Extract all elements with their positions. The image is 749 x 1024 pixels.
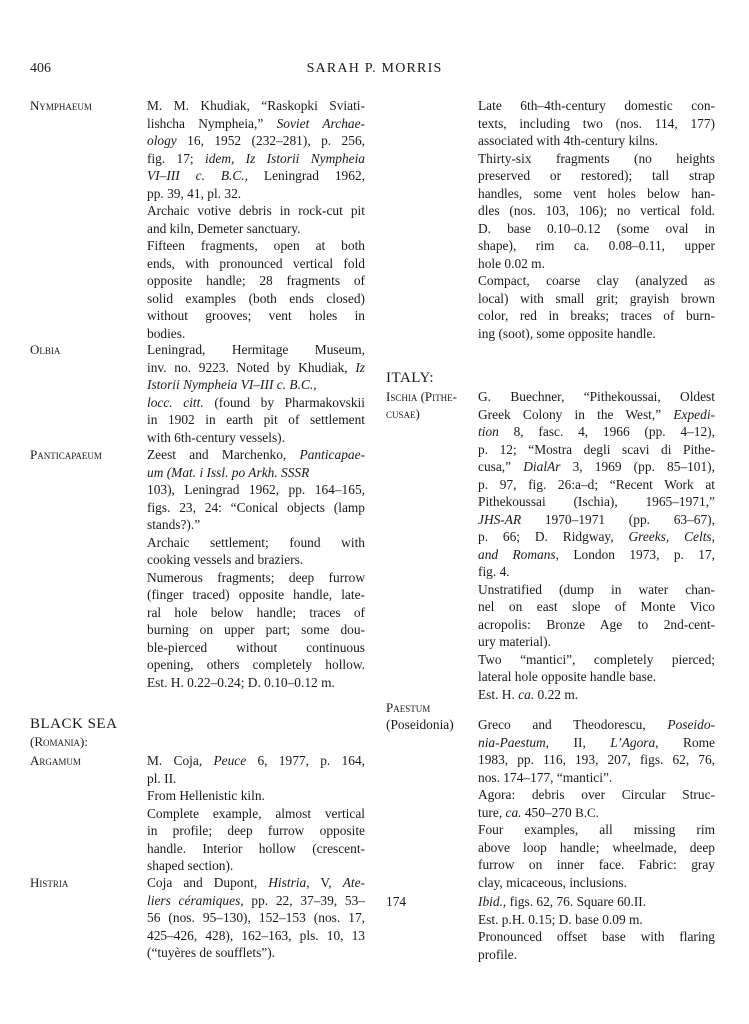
context-line: Archaic settlement; found with — [147, 534, 365, 550]
description-line: D. base 0.10–0.12 (some oval in — [478, 220, 715, 236]
catalogue-entry-number: 174 — [386, 894, 407, 909]
ref-line: Greek Colony in the West,” Expedi- — [478, 406, 715, 422]
ref-line: inv. no. 9223. Noted by Khudiak, Iz — [147, 359, 365, 375]
ref-line: um (Mat. i Issl. po Arkh. SSSR — [147, 464, 310, 480]
ref-line: and Romans, London 1973, p. 17, — [478, 546, 715, 562]
description-line: Est. H. 0.22–0.24; D. 0.10–0.12 m. — [147, 674, 335, 690]
site-label-pithecusae: cusae) — [386, 406, 420, 421]
description-line: furrow on inner face. Fabric: gray — [478, 857, 715, 872]
ref-line: locc. citt. (found by Pharmakovskii — [147, 394, 365, 410]
continued-entry — [478, 97, 715, 342]
ref-line: fig. 4. — [478, 564, 510, 579]
clay-line: ing (soot), some opposite handle. — [478, 325, 656, 341]
context-line: ture, ca. 450–270 B.C. — [478, 804, 599, 820]
catalogue-entry-174 — [478, 893, 715, 963]
region-subheading-romania: (Romania): — [30, 734, 88, 749]
description-line: without grooves; vent holes in — [147, 308, 365, 323]
description-line: in profile; deep furrow opposite — [147, 823, 365, 838]
context-line: and kiln, Demeter sanctuary. — [147, 220, 301, 236]
context-line: associated with 4th-century kilns. — [478, 133, 658, 148]
ref-line: M. M. Khudiak, “Raskopki Sviati- — [147, 98, 365, 113]
entry-line: Est. p.H. 0.15; D. base 0.09 m. — [478, 911, 643, 927]
description-line: opening, others completely hollow. — [147, 657, 365, 672]
ischia-entry — [478, 388, 715, 703]
ref-line: fig. 17; idem, Iz Istorii Nympheia — [147, 150, 365, 166]
entry-line: profile. — [478, 946, 518, 962]
description-line: preserved or restored); tall strap — [478, 168, 715, 183]
ref-line: 1983, pp. 116, 193, 207, figs. 62, 76, — [478, 752, 715, 767]
clay-line: Compact, coarse clay (analyzed as — [478, 273, 715, 288]
description-line: handle. Interior hollow (crescent- — [147, 840, 365, 856]
ref-line: tion 8, fasc. 4, 1966 (pp. 4–12), — [478, 424, 715, 439]
description-line: shaped section). — [147, 858, 234, 873]
clay-line: local) with small grit; grayish brown — [478, 290, 715, 306]
ref-line: in 1902 in earth pit of settlement — [147, 412, 365, 427]
running-head: SARAH P. MORRIS — [306, 61, 443, 76]
site-label-histria: Histria — [30, 875, 69, 890]
context-line: Unstratified (dump in water chan- — [478, 581, 715, 597]
description-line: Two “mantici”, completely pierced; — [478, 651, 715, 667]
ref-line: Greco and Theodorescu, Poseido- — [478, 717, 715, 732]
ref-line: (“tuyères de soufflets”). — [147, 945, 276, 960]
description-line: Complete example, almost vertical — [147, 805, 365, 821]
description-line: above loop handle; wheelmade, deep — [478, 839, 715, 855]
clay-line: color, red in breaks; traces of burn- — [478, 308, 715, 323]
description-line: ral hole below handle; traces of — [147, 604, 365, 620]
description-line: dles (nos. 103, 106); no vertical fold. — [478, 203, 715, 218]
region-heading-italy: ITALY: — [386, 370, 435, 386]
ref-line: Leningrad, Hermitage Museum, — [147, 342, 365, 357]
context-line: From Hellenistic kiln. — [147, 788, 265, 803]
description-line: ble-pierced without continuous — [147, 639, 365, 655]
ref-line: liers céramiques, pp. 22, 37–39, 53– — [147, 892, 365, 908]
nymphaeum-entry — [147, 97, 365, 342]
context-line: Late 6th–4th-century domestic con- — [478, 98, 715, 113]
ref-line: stands?).” — [147, 517, 201, 532]
ref-line: Zeest and Marchenko, Panticapae- — [147, 447, 365, 462]
context-line: texts, including two (nos. 114, 177) — [478, 115, 715, 131]
site-label-nymphaeum: Nymphaeum — [30, 98, 92, 113]
ref-line: nia-Paestum, II, L’Agora, Rome — [478, 734, 715, 750]
site-label-poseidonia: (Poseidonia) — [386, 717, 454, 732]
description-line: Est. H. ca. 0.22 m. — [478, 686, 579, 702]
ref-line: pp. 39, 41, pl. 32. — [147, 185, 242, 201]
description-line: opposite handle; 28 fragments of — [147, 273, 365, 288]
site-label-olbia: Olbia — [30, 342, 61, 357]
ref-line: lishcha Nympheia,” Soviet Archae- — [147, 115, 365, 131]
site-label-argamum: Argamum — [30, 753, 81, 768]
ref-line: ology 16, 1952 (232–281), p. 256, — [147, 133, 365, 148]
ref-line: p. 66; D. Ridgway, Greeks, Celts, — [478, 529, 715, 544]
panticapaeum-entry — [147, 446, 365, 691]
context-line: ury material). — [478, 634, 551, 649]
ref-line: p. 12; “Mostra degli scavi di Pithe- — [478, 441, 715, 457]
ref-line: 425–426, 428), 162–163, pls. 10, 13 — [147, 927, 365, 943]
description-line: shape), rim ca. 0.08–0.11, upper — [478, 238, 715, 253]
context-line: cooking vessels and braziers. — [147, 552, 304, 567]
description-line: (finger traced) opposite handle, late- — [147, 587, 365, 602]
description-line: Numerous fragments; deep furrow — [147, 569, 365, 585]
ref-line: Pithekoussai (Ischia), 1965–1971,” — [478, 494, 715, 509]
ref-line: JHS-AR 1970–1971 (pp. 63–67), — [478, 511, 715, 527]
context-line: Archaic votive debris in rock-cut pit — [147, 203, 365, 218]
ref-line: 103), Leningrad 1962, pp. 164–165, — [147, 482, 365, 497]
ref-line: 56 (nos. 95–130), 152–153 (nos. 17, — [147, 910, 365, 925]
context-line: acropolis: Bronze Age to 2nd-cent- — [478, 616, 715, 632]
description-line: bodies. — [147, 325, 186, 341]
ref-line: figs. 23, 24: “Conical objects (lamp — [147, 499, 365, 515]
description-line: burning on upper part; some dou- — [147, 622, 365, 637]
description-line: Thirty-six fragments (no heights — [478, 150, 715, 166]
ref-line: Istorii Nympheia VI–III c. B.C., — [147, 377, 317, 392]
ref-line: VI–III c. B.C., Leningrad 1962, — [147, 168, 365, 183]
description-line: ends, with pronounced vertical fold — [147, 255, 365, 271]
description-line: lateral hole opposite handle base. — [478, 669, 657, 684]
region-heading-black-sea: BLACK SEA — [30, 716, 118, 732]
ref-line: G. Buechner, “Pithekoussai, Oldest — [478, 389, 715, 404]
ref-line: cusa,” DialAr 3, 1969 (pp. 85–101), — [478, 459, 715, 474]
entry-line: Ibid., figs. 62, 76. Square 60.II. — [478, 894, 647, 909]
description-line: handles, some vent holes below han- — [478, 185, 715, 201]
site-label-panticapaeum: Panticapaeum — [30, 447, 102, 462]
site-label-paestum: Paestum — [386, 700, 431, 715]
ref-line: pl. II. — [147, 770, 177, 786]
paestum-entry — [478, 716, 715, 891]
site-label-ischia: Ischia (Pithe- — [386, 389, 457, 404]
olbia-entry — [147, 341, 365, 446]
context-line: Agora: debris over Circular Struc- — [478, 787, 715, 802]
page-number: 406 — [30, 61, 51, 76]
description-line: Fifteen fragments, open at both — [147, 238, 365, 253]
description-line: hole 0.02 m. — [478, 255, 545, 271]
ref-line: M. Coja, Peuce 6, 1977, p. 164, — [147, 753, 365, 768]
description-line: clay, micaceous, inclusions. — [478, 874, 627, 890]
ref-line: nos. 174–177, “mantici”. — [478, 769, 613, 785]
ref-line: p. 97, fig. 26:a–d; “Recent Work at — [478, 476, 715, 492]
context-line: nel on east slope of Monte Vico — [478, 599, 715, 614]
description-line: solid examples (both ends closed) — [147, 290, 365, 306]
argamum-entry — [147, 752, 365, 875]
histria-entry — [147, 874, 365, 962]
description-line: Four examples, all missing rim — [478, 822, 715, 837]
entry-line: Pronounced offset base with flaring — [478, 929, 715, 944]
ref-line: with 6th-century vessels). — [147, 429, 285, 445]
ref-line: Coja and Dupont, Histria, V, Ate- — [147, 875, 366, 890]
